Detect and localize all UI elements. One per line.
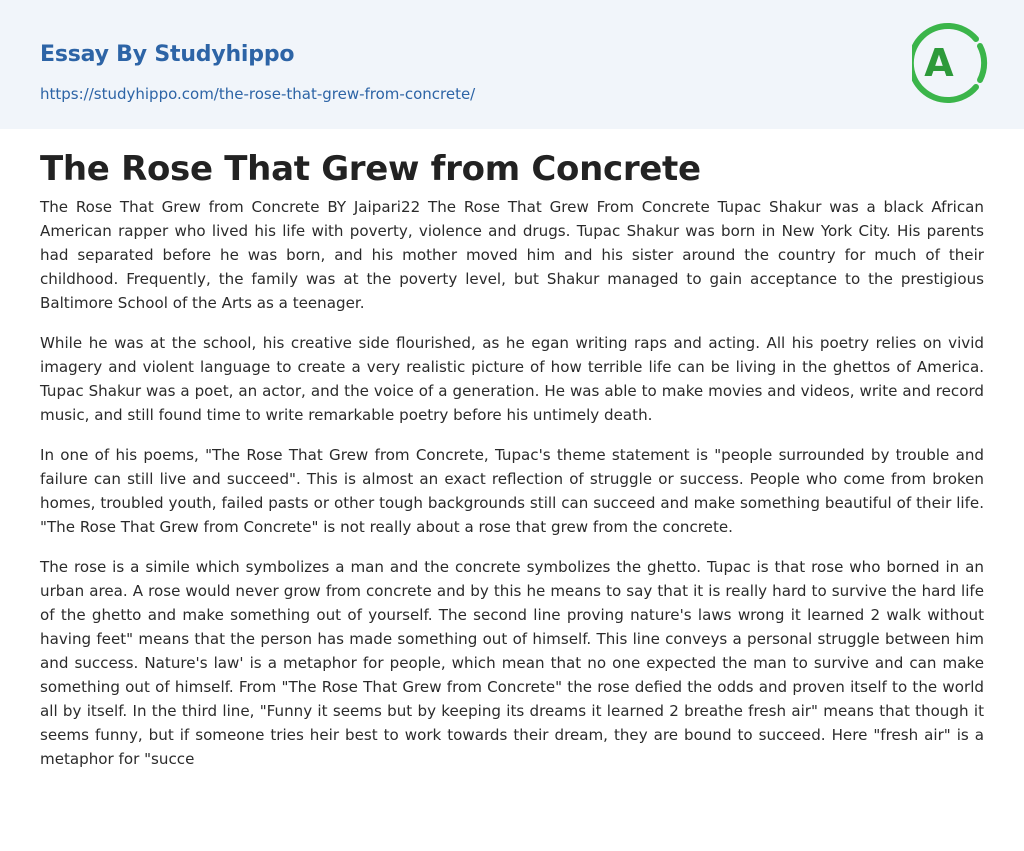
essay-paragraph: The rose is a simile which symbolizes a man and the concrete symbolizes the ghetto. Tupac is that rose who borned in an urban area. A rose would never grow from concrete and by this he means to say that it is really hard to survive the hard life of the ghetto and make something out of yourself. The second line proving nature's laws wrong it learned 2 walk without having feet" means that the person has made something out of himself. This line conveys a personal struggle between him and success. Nature's law' is a metaphor for people, which mean that no one expected the man to survive and can make something out of himself. From "The Rose That Grew from Concrete" the rose defied the odds and proven itself to the world all by itself. In the third line, "Funny it seems but by keeping its dreams it learned 2 breathe fresh air" means that though it seems funny, but if someone tries heir best to work towards their dream, they are bound to succeed. Here "fresh air" is a metaphor for "succe [40, 558, 984, 768]
essay-url-link[interactable]: https://studyhippo.com/the-rose-that-grew-from-concrete/ [40, 85, 476, 103]
site-header [0, 0, 1024, 129]
studyhippo-logo-icon[interactable] [912, 18, 988, 108]
essay-paragraph: While he was at the school, his creative side flourished, as he egan writing raps and acting. All his poetry relies on vivid imagery and violent language to create a very realistic picture of how terrible life can be living in the ghettos of America. Tupac Shakur was a poet, an actor, and the voice of a generation. He was able to make movies and videos, write and record music, and still found time to write remarkable poetry before his untimely death. [40, 334, 984, 424]
logo-letter: A [924, 41, 954, 85]
essay-title: The Rose That Grew from Concrete [40, 149, 701, 189]
essay-paragraph: In one of his poems, "The Rose That Grew from Concrete, Tupac's theme statement is "people surrounded by trouble and failure can still live and succeed". This is almost an exact reflection of struggle or success. People who come from broken homes, troubled youth, failed pasts or other tough backgrounds still can succeed and make something beautiful of their life. "The Rose That Grew from Concrete" is not really about a rose that grew from the concrete. [40, 446, 984, 536]
essay-content [0, 149, 1024, 771]
essay-paragraph: The Rose That Grew from Concrete BY Jaipari22 The Rose That Grew From Concrete Tupac Shakur was a black African American rapper who lived his life with poverty, violence and drugs. Tupac Shakur was born in New York City. His parents had separated before he was born, and his mother moved him and his sister around the country for much of their childhood. Frequently, the family was at the poverty level, but Shakur managed to gain acceptance to the prestigious Baltimore School of the Arts as a teenager. [40, 198, 984, 312]
site-brand[interactable]: Essay By Studyhippo [40, 42, 295, 67]
